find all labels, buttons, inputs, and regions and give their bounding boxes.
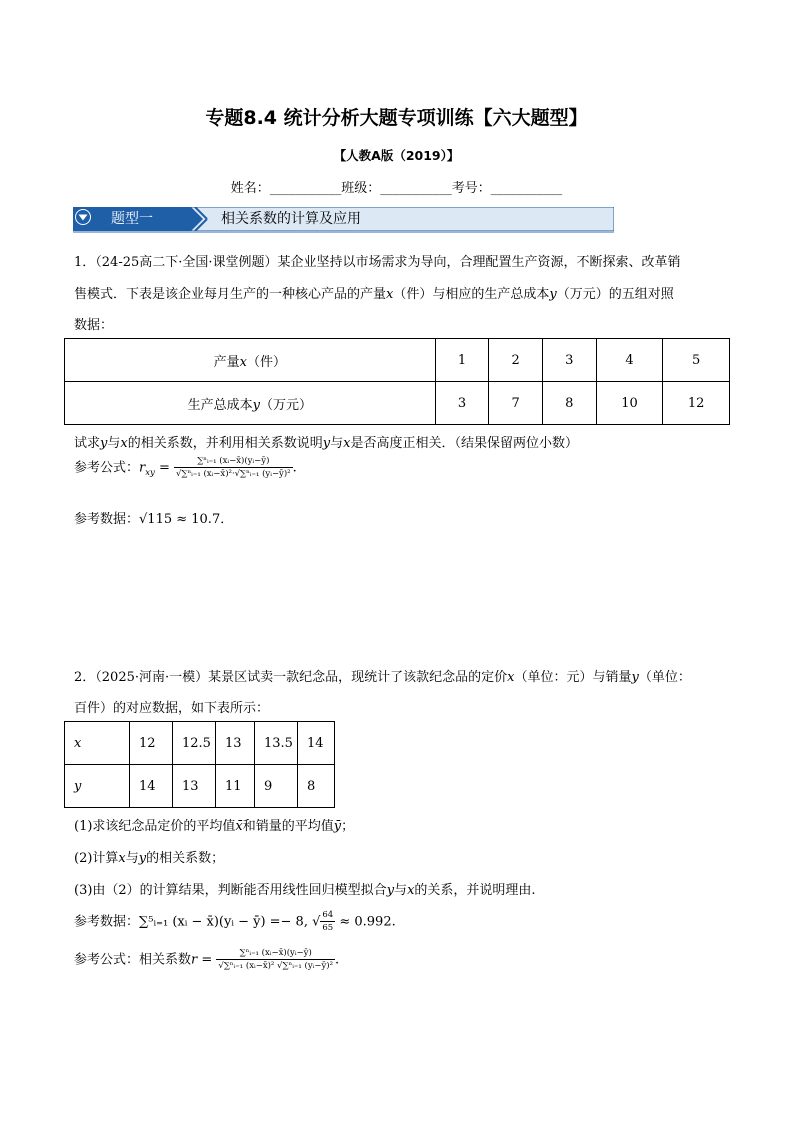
table-cell: 12.5 <box>173 722 216 765</box>
table-row <box>65 765 335 808</box>
problem1-question: 试求y与x的相关系数，并利用相关系数说明y与x是否高度正相关．（结果保留两位小数） <box>74 436 578 451</box>
table-cell: 4 <box>596 339 663 382</box>
table-cell: 13 <box>216 722 255 765</box>
table-cell: 7 <box>489 382 543 425</box>
table-cell: 14 <box>298 722 335 765</box>
section-title: 相关系数的计算及应用 <box>221 211 361 227</box>
page-title: 专题8.4 统计分析大题专项训练【六大题型】 <box>205 107 588 129</box>
problem2-table <box>64 721 335 808</box>
table-row <box>65 339 730 382</box>
table-header-cell: y <box>65 765 130 808</box>
chevron-down-icon[interactable] <box>73 207 93 227</box>
problem2-question-2: (2)计算x与y的相关系数； <box>74 851 225 866</box>
table-cell: 8 <box>298 765 335 808</box>
table-cell: 11 <box>216 765 255 808</box>
table-cell: 13 <box>173 765 216 808</box>
problem1-line1: 1．（24-25高二下·全国·课堂例题）某企业坚持以市场需求为导向，合理配置生产资源，不断探索、改革销 <box>74 255 681 270</box>
problem2-reference-data: 参考数据：∑⁵ᵢ₌₁ (xᵢ − x̄)(yᵢ − ȳ) =− 8, √ $\frac{64}{65}$ ≈ 0.992. <box>74 910 396 933</box>
problem2-line2: 百件）的对应数据，如下表所示： <box>74 701 270 716</box>
problem2-question-3: (3)由（2）的计算结果，判断能否用线性回归模型拟合y与x的关系，并说明理由. <box>74 883 536 898</box>
table-cell: 10 <box>596 382 663 425</box>
table-cell: 2 <box>489 339 543 382</box>
edition-subtitle: 【人教A版（2019）】 <box>333 148 460 163</box>
formula-fraction: $\frac{\text{∑ⁿᵢ₌₁ (xᵢ−x̄)(yᵢ−ȳ)}}{\text{√∑ⁿᵢ₌₁ (xᵢ−x̄)²·√∑ⁿᵢ₌₁ (yᵢ−ȳ)²}}$ <box>176 456 291 479</box>
problem2-line1: 2．（2025·河南·一模）某景区试卖一款纪念品，现统计了该款纪念品的定价x（单位：元）与销量y（单位： <box>74 670 691 685</box>
table-header-cell: 生产总成本y（万元） <box>65 382 436 425</box>
table-cell: 1 <box>435 339 489 382</box>
formula-fraction: $\frac{\text{∑ⁿᵢ₌₁ (xᵢ−x̄)(yᵢ−ȳ)}}{\text{√∑ⁿᵢ₌₁ (xᵢ−x̄)² √∑ⁿᵢ₌₁ (yᵢ−ȳ)²}}$ <box>218 948 333 971</box>
table-row <box>65 382 730 425</box>
problem1-table <box>64 338 730 425</box>
student-info-line: 姓名：___________班级：___________考号：___________ <box>230 181 563 196</box>
table-cell: 12 <box>663 382 730 425</box>
table-cell: 12 <box>130 722 173 765</box>
table-cell: 3 <box>435 382 489 425</box>
problem2-formula: 参考公式：相关系数r = $\frac{\text{∑ⁿᵢ₌₁ (xᵢ−x̄)(yᵢ−ȳ)}}{\text{√∑ⁿᵢ₌₁ (xᵢ−x̄)² √∑ⁿᵢ₌₁ (yᵢ−ȳ)²}}$ . <box>74 948 340 971</box>
table-header-cell: 产量x（件） <box>65 339 436 382</box>
problem1-line2: 售模式．下表是该企业每月生产的一种核心产品的产量x（件）与相应的生产总成本y（万元）的五组对照 <box>74 287 674 302</box>
table-cell: 9 <box>255 765 298 808</box>
table-cell: 14 <box>130 765 173 808</box>
table-cell: 5 <box>663 339 730 382</box>
table-cell: 3 <box>542 339 596 382</box>
problem1-reference-data: 参考数据：√115 ≈ 10.7． <box>74 512 234 527</box>
table-cell: 13.5 <box>255 722 298 765</box>
problem2-question-1: (1)求该纪念品定价的平均值x̄和销量的平均值ȳ； <box>74 819 355 834</box>
section-banner[interactable] <box>73 207 614 231</box>
table-header-cell: x <box>65 722 130 765</box>
data-fraction: $\frac{64}{65}$ <box>322 910 334 933</box>
problem1-line3: 数据： <box>74 318 114 333</box>
table-row <box>65 722 335 765</box>
section-tag: 题型一 <box>111 211 153 227</box>
table-cell: 8 <box>542 382 596 425</box>
problem1-formula: 参考公式：$r_{xy}$ = $\frac{\text{∑ⁿᵢ₌₁ (xᵢ−x̄)(yᵢ−ȳ)}}{\text{√∑ⁿᵢ₌₁ (xᵢ−x̄)²·√∑ⁿᵢ₌₁ (yᵢ−ȳ)²}}$ . <box>74 456 297 479</box>
